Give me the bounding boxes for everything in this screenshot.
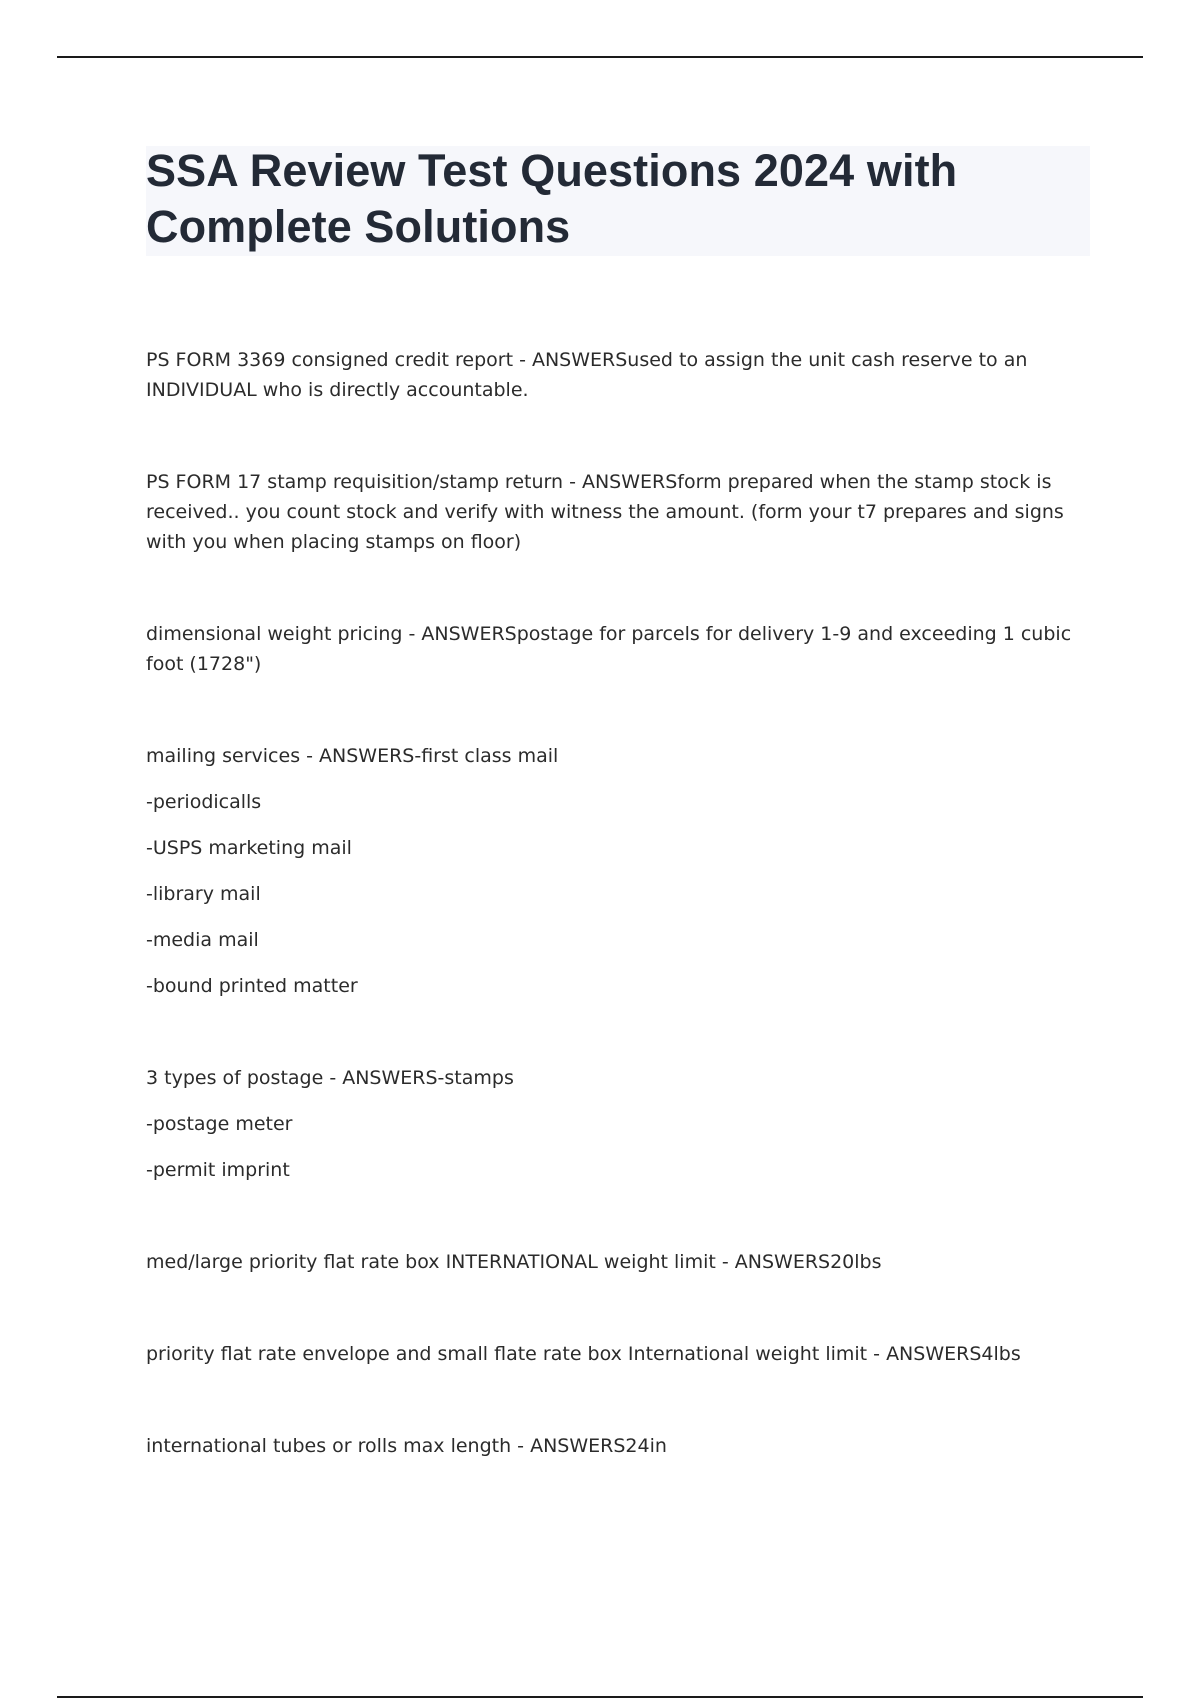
qa-entry-dimensional-weight: dimensional weight pricing - ANSWERSpostage for parcels for delivery 1-9 and exceeding 1 cubic foot (1728") xyxy=(146,623,1072,675)
qa-entry-large-box-limit: med/large priority flat rate box INTERNATIONAL weight limit - ANSWERS20lbs xyxy=(146,1251,882,1273)
qa-entry-form-17: PS FORM 17 stamp requisition/stamp return - ANSWERSform prepared when the stamp stock is received.. you count stock and verify with witness the amount. (form your t7 prepares and signs with you when placing stamps on floor) xyxy=(146,471,1064,553)
document-title: SSA Review Test Questions 2024 with Complete Solutions xyxy=(146,145,958,252)
qa-entry-envelope-limit: priority flat rate envelope and small flate rate box International weight limit - ANSWERS4lbs xyxy=(146,1343,1021,1365)
list-item: -library mail xyxy=(146,883,261,905)
top-rule xyxy=(57,56,1143,58)
list-item: -USPS marketing mail xyxy=(146,837,352,859)
list-item: -periodicalls xyxy=(146,791,262,813)
list-item: -media mail xyxy=(146,929,259,951)
qa-entry-form-3369: PS FORM 3369 consigned credit report - ANSWERSused to assign the unit cash reserve to an INDIVIDUAL who is directly accountable. xyxy=(146,349,1028,401)
qa-entry-postage-types: 3 types of postage - ANSWERS-stamps xyxy=(146,1067,514,1089)
qa-entry-tube-length: international tubes or rolls max length - ANSWERS24in xyxy=(146,1435,667,1457)
qa-entry-mailing-services: mailing services - ANSWERS-first class mail xyxy=(146,745,559,767)
list-item: -permit imprint xyxy=(146,1159,290,1181)
bottom-rule xyxy=(57,1696,1143,1698)
list-item: -bound printed matter xyxy=(146,975,358,997)
list-item: -postage meter xyxy=(146,1113,293,1135)
document-body xyxy=(146,345,1090,1461)
